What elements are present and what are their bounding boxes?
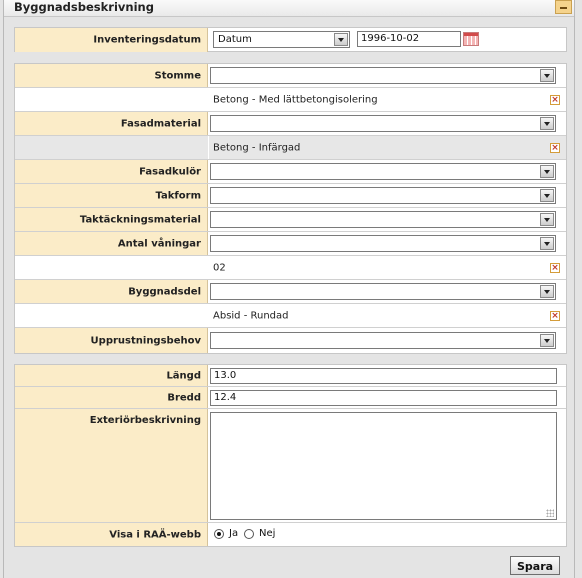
fasadmaterial-value: Betong - Infärgad [213, 142, 301, 153]
takform-select[interactable] [210, 187, 556, 204]
byggnadsdel-label: Byggnadsdel [128, 286, 201, 297]
stomme-value: Betong - Med lättbetongisolering [213, 94, 378, 105]
chevron-down-icon[interactable] [540, 117, 554, 130]
inventory-row [15, 28, 566, 52]
vaningar-value-row [15, 256, 566, 280]
vaningar-value: 02 [213, 262, 226, 273]
fasadkulor-label: Fasadkulör [139, 166, 201, 177]
upprustning-label: Upprustningsbehov [90, 335, 201, 346]
resize-grip-icon[interactable] [546, 509, 554, 517]
stomme-label: Stomme [154, 70, 201, 81]
inventory-section [14, 27, 567, 52]
taktackning-select[interactable] [210, 211, 556, 228]
vaningar-label: Antal våningar [117, 238, 201, 249]
panel-title: Byggnadsbeskrivning [14, 0, 154, 14]
chevron-down-icon[interactable] [540, 165, 554, 178]
remove-icon[interactable]: × [551, 262, 559, 273]
fasadmaterial-row [15, 112, 566, 136]
inventory-label: Inventeringsdatum [15, 28, 208, 52]
taktackning-row [15, 208, 566, 232]
fasadmaterial-select[interactable] [210, 115, 556, 132]
upprustning-select[interactable] [210, 332, 556, 349]
chevron-down-icon[interactable] [540, 285, 554, 298]
visa-label: Visa i RAÄ-webb [109, 529, 201, 540]
langd-label: Längd [166, 370, 201, 381]
langd-row [15, 365, 566, 387]
stomme-value-row [15, 88, 566, 112]
byggnadsdel-value-row [15, 304, 566, 328]
takform-row [15, 184, 566, 208]
panel-header [4, 0, 574, 17]
chevron-down-icon[interactable] [540, 334, 554, 347]
visa-row [15, 523, 566, 546]
byggnadsdel-row [15, 280, 566, 304]
taktackning-label: Taktäckningsmaterial [79, 214, 201, 225]
fasadmaterial-label: Fasadmaterial [120, 118, 201, 129]
byggnadsdel-value: Absid - Rundad [213, 310, 289, 321]
remove-icon[interactable]: × [551, 142, 559, 153]
exterior-label: Exteriörbeskrivning [89, 415, 201, 426]
exterior-textarea[interactable] [210, 412, 557, 520]
measures-section [14, 364, 567, 547]
building-description-panel [3, 0, 575, 578]
chevron-down-icon[interactable] [334, 33, 348, 46]
bredd-input[interactable]: 12.4 [210, 390, 557, 406]
byggnadsdel-select[interactable] [210, 283, 556, 300]
chevron-down-icon[interactable] [540, 69, 554, 82]
fasadkulor-row [15, 160, 566, 184]
collapse-icon[interactable] [555, 0, 572, 14]
remove-icon[interactable]: × [551, 94, 559, 105]
inventory-date-input[interactable]: 1996-10-02 [357, 31, 461, 47]
chevron-down-icon[interactable] [540, 189, 554, 202]
inventory-type-select[interactable]: Datum [213, 31, 350, 48]
visa-nej-radio[interactable] [244, 529, 254, 539]
chevron-down-icon[interactable] [540, 213, 554, 226]
stomme-select[interactable] [210, 67, 556, 84]
fasadmaterial-value-row [15, 136, 566, 160]
upprustning-row [15, 328, 566, 353]
visa-ja-radio[interactable] [214, 529, 224, 539]
bredd-label: Bredd [167, 392, 201, 403]
stomme-row [15, 64, 566, 88]
save-button[interactable]: Spara [510, 556, 560, 575]
langd-input[interactable]: 13.0 [210, 368, 557, 384]
remove-icon[interactable]: × [551, 310, 559, 321]
vaningar-row [15, 232, 566, 256]
chevron-down-icon[interactable] [540, 237, 554, 250]
materials-section [14, 63, 567, 354]
takform-label: Takform [155, 190, 201, 201]
vaningar-select[interactable] [210, 235, 556, 252]
visa-ja-label[interactable]: Ja [229, 528, 239, 539]
fasadkulor-select[interactable] [210, 163, 556, 180]
bredd-row [15, 387, 566, 409]
calendar-icon[interactable] [463, 32, 479, 46]
visa-nej-label[interactable]: Nej [259, 528, 276, 539]
exterior-row [15, 409, 566, 523]
